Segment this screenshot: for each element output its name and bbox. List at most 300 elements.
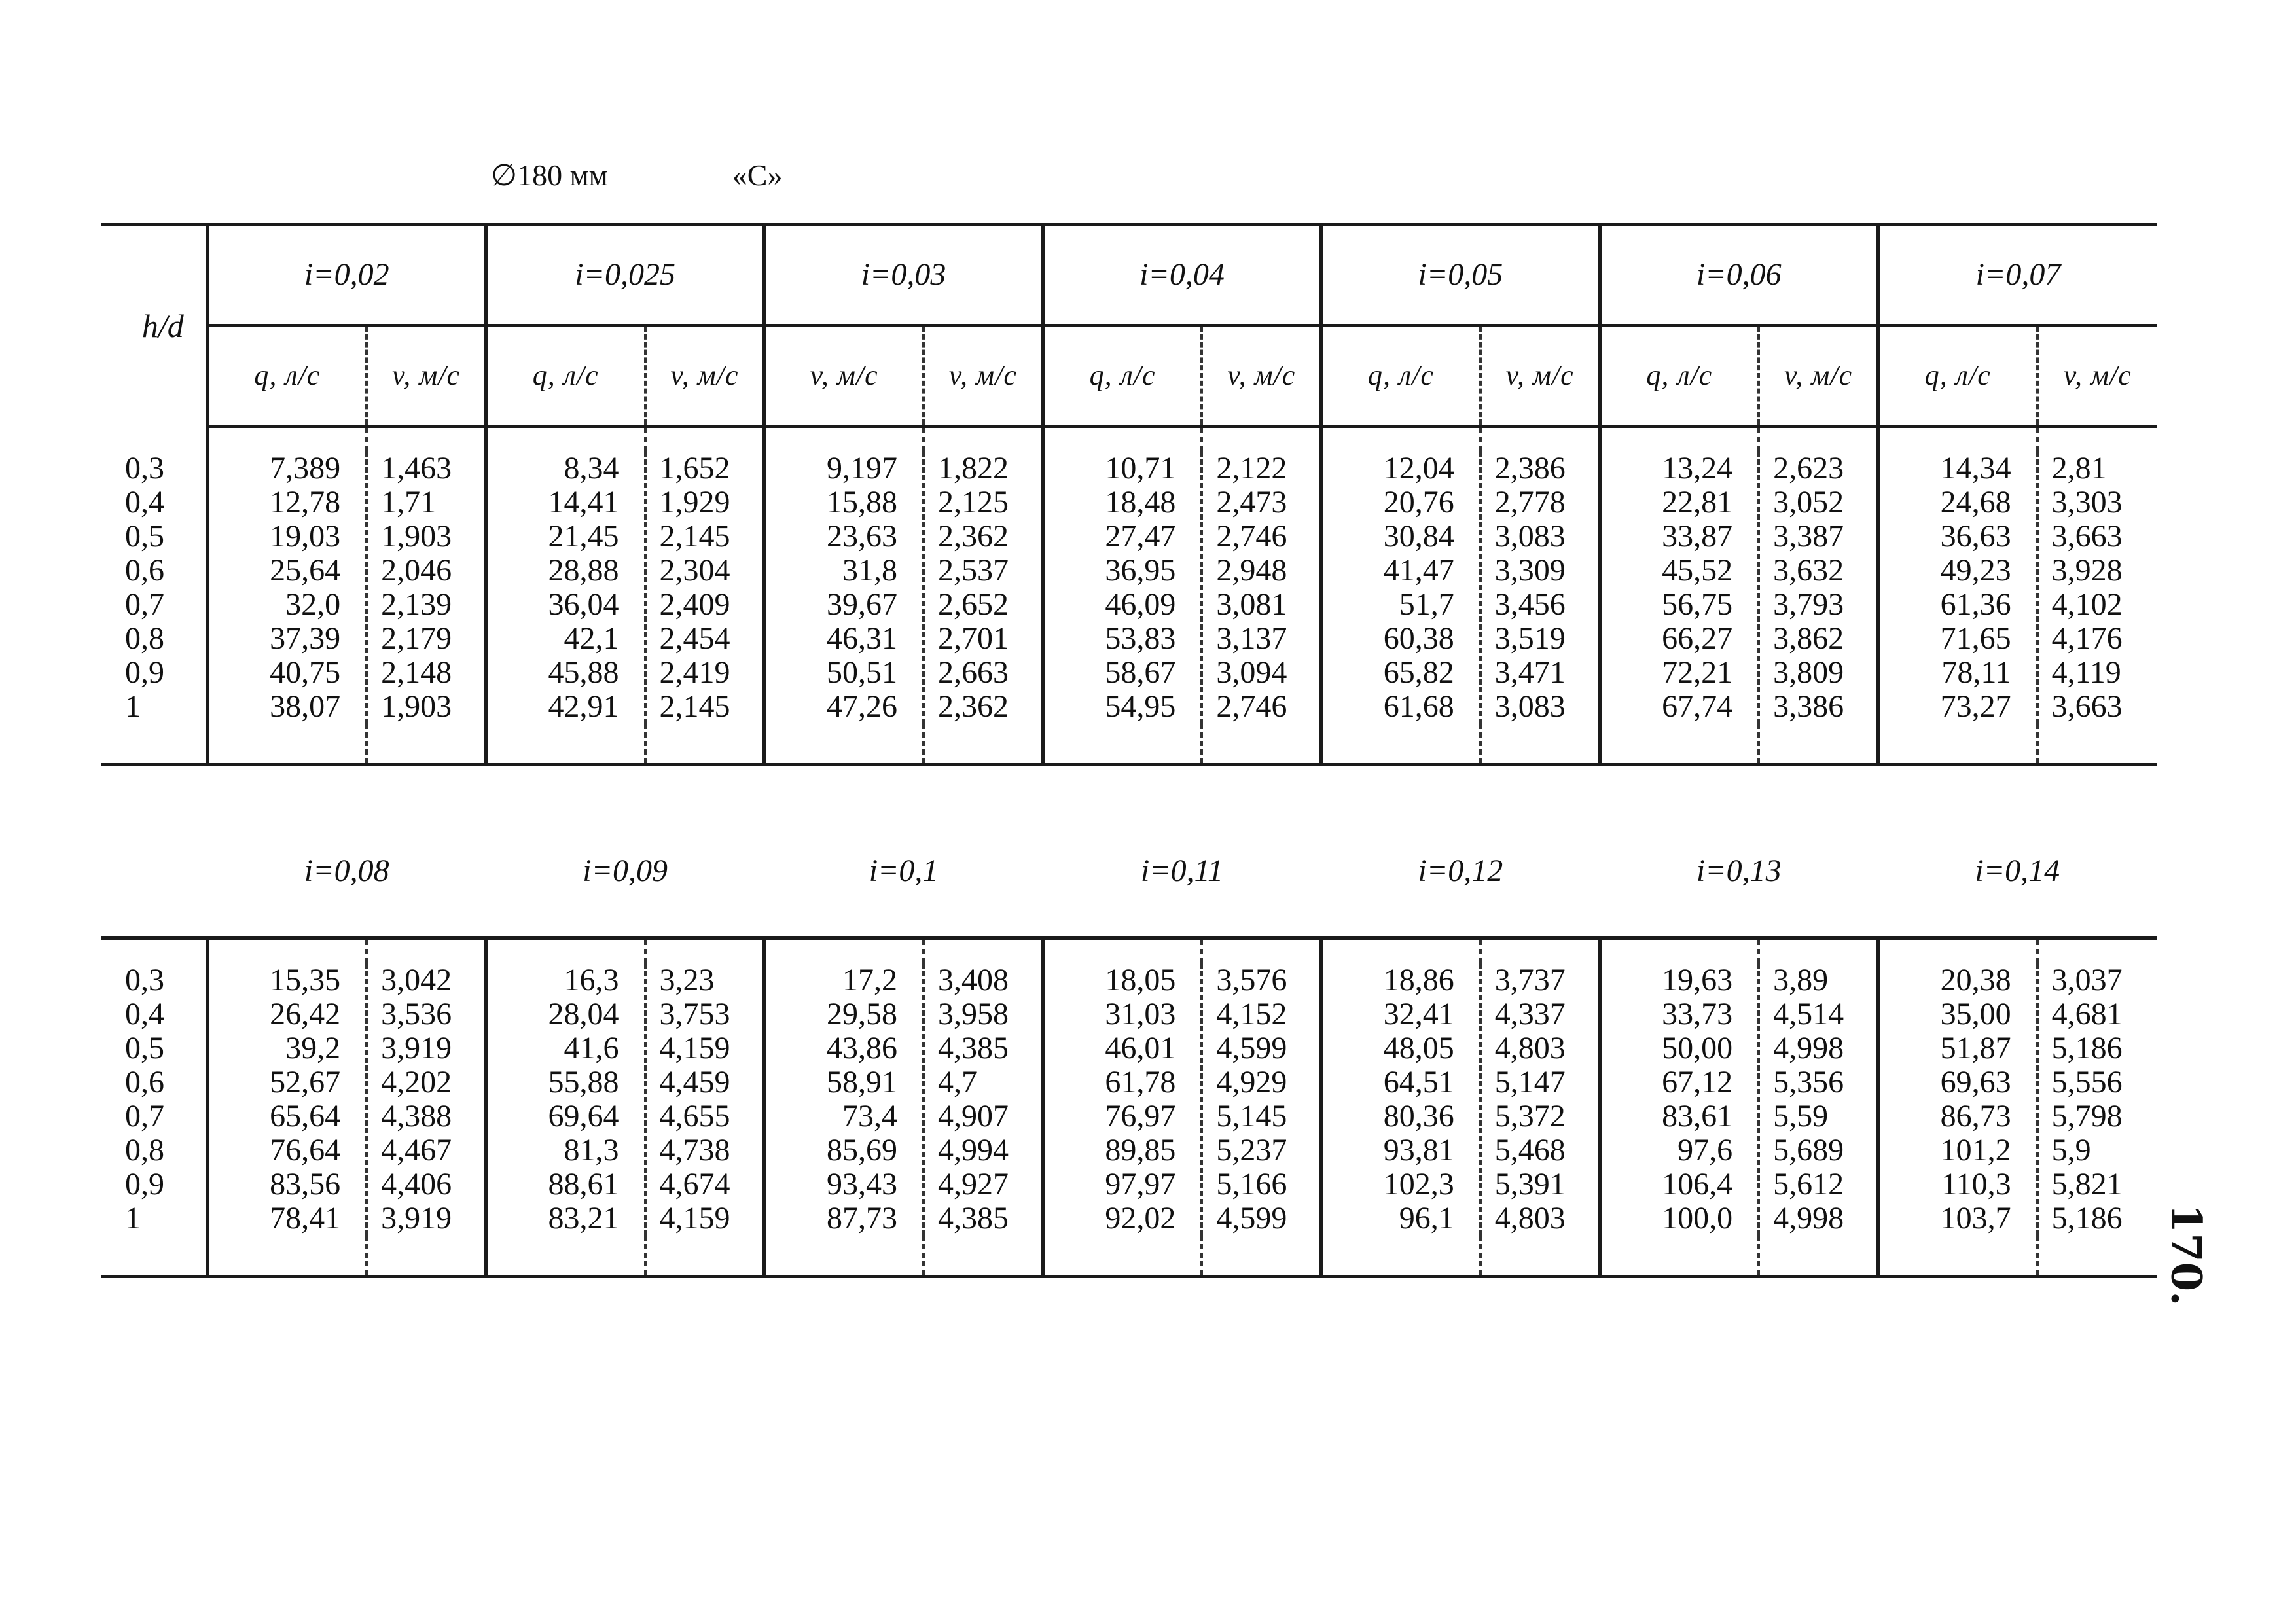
q-value: 89,85 xyxy=(1105,1133,1176,1168)
q-value: 46,31 xyxy=(826,621,897,656)
v-value: 4,159 xyxy=(659,1031,730,1065)
q-header: v, м/с xyxy=(764,325,924,427)
slope-header: i=0,1 xyxy=(764,806,1043,938)
q-value: 65,82 xyxy=(1383,655,1454,690)
v-value: 3,303 xyxy=(2051,485,2123,520)
v-value: 3,536 xyxy=(381,997,452,1031)
v-value: 1,822 xyxy=(937,451,1009,486)
q-value: 54,95 xyxy=(1105,689,1176,724)
slope-header: i=0,14 xyxy=(1878,806,2157,938)
v-value: 1,463 xyxy=(381,451,452,486)
v-value: 2,409 xyxy=(659,587,730,622)
q-column xyxy=(486,963,645,1236)
v-value: 4,176 xyxy=(2051,621,2123,656)
q-value: 48,05 xyxy=(1383,1031,1454,1065)
v-value: 4,514 xyxy=(1773,997,1844,1031)
v-value: 3,519 xyxy=(1494,621,1566,656)
q-value: 51,7 xyxy=(1399,587,1454,622)
hd-value: 0,6 xyxy=(125,1065,164,1099)
v-value: 2,419 xyxy=(659,655,730,690)
q-value: 20,38 xyxy=(1940,963,2011,997)
v-value: 5,556 xyxy=(2051,1065,2123,1099)
q-value: 32,41 xyxy=(1383,997,1454,1031)
q-value: 69,64 xyxy=(548,1099,619,1133)
q-value: 97,97 xyxy=(1105,1167,1176,1202)
q-header: q, л/с xyxy=(486,325,645,427)
q-value: 66,27 xyxy=(1662,621,1733,656)
v-column xyxy=(367,452,486,724)
q-value: 41,6 xyxy=(564,1031,619,1065)
slope-header: i=0,12 xyxy=(1321,806,1600,938)
v-value: 4,994 xyxy=(937,1133,1009,1168)
q-value: 36,95 xyxy=(1105,553,1176,588)
v-value: 3,387 xyxy=(1773,519,1844,554)
q-value: 41,47 xyxy=(1383,553,1454,588)
slope-header: i=0,11 xyxy=(1043,806,1321,938)
q-value: 27,47 xyxy=(1105,519,1176,554)
v-value: 5,798 xyxy=(2051,1099,2123,1133)
hd-value: 0,3 xyxy=(125,451,164,486)
v-value: 4,119 xyxy=(2051,655,2121,690)
q-column xyxy=(764,452,924,724)
q-value: 36,63 xyxy=(1940,519,2011,554)
v-value: 1,903 xyxy=(381,689,452,724)
q-column xyxy=(1600,963,1759,1236)
q-value: 50,51 xyxy=(826,655,897,690)
q-value: 40,75 xyxy=(270,655,341,690)
q-value: 18,86 xyxy=(1383,963,1454,997)
q-value: 49,23 xyxy=(1940,553,2011,588)
v-column xyxy=(924,963,1043,1236)
v-value: 3,456 xyxy=(1494,587,1566,622)
q-header: q, л/с xyxy=(1321,325,1480,427)
q-value: 23,63 xyxy=(826,519,897,554)
flow-tables xyxy=(101,223,2157,1278)
q-value: 42,91 xyxy=(548,689,619,724)
v-value: 5,612 xyxy=(1773,1167,1844,1202)
v-column xyxy=(1202,963,1321,1236)
v-value: 3,408 xyxy=(937,963,1009,997)
q-value: 16,3 xyxy=(564,963,619,997)
slope-header: i=0,08 xyxy=(207,806,486,938)
table2-corner xyxy=(101,806,207,938)
pipe-diameter: ∅180 мм xyxy=(491,158,608,192)
q-value: 76,97 xyxy=(1105,1099,1176,1133)
v-value: 3,958 xyxy=(937,997,1009,1031)
v-value: 5,186 xyxy=(2051,1031,2123,1065)
q-value: 88,61 xyxy=(548,1167,619,1202)
v-value: 4,674 xyxy=(659,1167,730,1202)
hd-value: 0,6 xyxy=(125,553,164,588)
v-value: 4,385 xyxy=(937,1201,1009,1236)
hd-value: 0,4 xyxy=(125,997,164,1031)
q-value: 73,27 xyxy=(1940,689,2011,724)
v-value: 3,386 xyxy=(1773,689,1844,724)
v-value: 3,037 xyxy=(2051,963,2123,997)
q-value: 61,78 xyxy=(1105,1065,1176,1099)
q-header: q, л/с xyxy=(207,325,367,427)
v-column xyxy=(2037,452,2157,724)
hd-value: 0,5 xyxy=(125,519,164,554)
v-value: 3,137 xyxy=(1216,621,1287,656)
v-column xyxy=(1202,452,1321,724)
q-value: 25,64 xyxy=(270,553,341,588)
v-value: 3,663 xyxy=(2051,519,2123,554)
q-value: 28,88 xyxy=(548,553,619,588)
v-value: 1,929 xyxy=(659,485,730,520)
q-value: 15,35 xyxy=(270,963,341,997)
q-value: 92,02 xyxy=(1105,1201,1176,1236)
v-value: 5,689 xyxy=(1773,1133,1844,1168)
v-column xyxy=(924,452,1043,724)
q-value: 45,88 xyxy=(548,655,619,690)
v-column xyxy=(1480,452,1600,724)
v-value: 4,388 xyxy=(381,1099,452,1133)
v-value: 2,125 xyxy=(937,485,1009,520)
table-caption xyxy=(491,157,782,192)
q-value: 67,12 xyxy=(1662,1065,1733,1099)
slope-header: i=0,09 xyxy=(486,806,764,938)
v-value: 3,052 xyxy=(1773,485,1844,520)
q-value: 61,36 xyxy=(1940,587,2011,622)
q-value: 13,24 xyxy=(1662,451,1733,486)
hd-column xyxy=(101,452,207,724)
v-value: 4,599 xyxy=(1216,1201,1287,1236)
v-value: 5,9 xyxy=(2051,1133,2091,1168)
q-value: 39,67 xyxy=(826,587,897,622)
hd-value: 0,7 xyxy=(125,587,164,622)
v-value: 3,083 xyxy=(1494,519,1566,554)
end-row xyxy=(101,1236,2157,1277)
v-value: 3,919 xyxy=(381,1031,452,1065)
q-value: 33,73 xyxy=(1662,997,1733,1031)
q-header: q, л/с xyxy=(1878,325,2037,427)
v-value: 2,362 xyxy=(937,689,1009,724)
q-column xyxy=(1321,452,1480,724)
q-value: 22,81 xyxy=(1662,485,1733,520)
v-value: 5,468 xyxy=(1494,1133,1566,1168)
slope-header: i=0,025 xyxy=(486,224,764,326)
flow-table-2 xyxy=(101,806,2157,1278)
q-value: 14,41 xyxy=(548,485,619,520)
v-value: 4,599 xyxy=(1216,1031,1287,1065)
data-row xyxy=(101,963,2157,1236)
v-value: 3,809 xyxy=(1773,655,1844,690)
v-value: 4,102 xyxy=(2051,587,2123,622)
q-value: 73,4 xyxy=(842,1099,897,1133)
v-value: 4,406 xyxy=(381,1167,452,1202)
slope-header: i=0,02 xyxy=(207,224,486,326)
row-header-hd: h/d xyxy=(141,308,184,345)
q-value: 102,3 xyxy=(1383,1167,1454,1202)
hd-value: 1 xyxy=(125,1201,141,1236)
q-value: 71,65 xyxy=(1940,621,2011,656)
q-value: 72,21 xyxy=(1662,655,1733,690)
q-value: 64,51 xyxy=(1383,1065,1454,1099)
q-value: 12,78 xyxy=(270,485,341,520)
hd-value: 0,8 xyxy=(125,1133,164,1168)
v-value: 3,737 xyxy=(1494,963,1566,997)
q-value: 103,7 xyxy=(1940,1201,2011,1236)
hd-column xyxy=(101,963,207,1236)
v-value: 2,473 xyxy=(1216,485,1287,520)
q-value: 20,76 xyxy=(1383,485,1454,520)
v-value: 5,186 xyxy=(2051,1201,2123,1236)
page-number xyxy=(2153,1204,2212,1309)
end-row xyxy=(101,724,2157,765)
q-value: 58,67 xyxy=(1105,655,1176,690)
q-column xyxy=(1321,963,1480,1236)
hd-value: 0,7 xyxy=(125,1099,164,1133)
v-column xyxy=(1759,452,1878,724)
v-value: 3,471 xyxy=(1494,655,1566,690)
q-value: 80,36 xyxy=(1383,1099,1454,1133)
q-value: 60,38 xyxy=(1383,621,1454,656)
q-value: 51,87 xyxy=(1940,1031,2011,1065)
q-value: 86,73 xyxy=(1940,1099,2011,1133)
slope-header: i=0,05 xyxy=(1321,224,1600,326)
v-value: 4,7 xyxy=(937,1065,977,1099)
v-value: 4,337 xyxy=(1494,997,1566,1031)
q-value: 81,3 xyxy=(564,1133,619,1168)
v-value: 1,71 xyxy=(381,485,437,520)
v-value: 5,147 xyxy=(1494,1065,1566,1099)
q-value: 46,01 xyxy=(1105,1031,1176,1065)
v-column xyxy=(2037,963,2157,1236)
q-value: 17,2 xyxy=(842,963,897,997)
q-value: 39,2 xyxy=(285,1031,341,1065)
v-value: 4,385 xyxy=(937,1031,1009,1065)
v-value: 4,655 xyxy=(659,1099,730,1133)
v-value: 3,919 xyxy=(381,1201,452,1236)
v-value: 3,753 xyxy=(659,997,730,1031)
v-value: 4,152 xyxy=(1216,997,1287,1031)
v-value: 2,046 xyxy=(381,553,452,588)
hd-value: 0,5 xyxy=(125,1031,164,1065)
v-value: 4,998 xyxy=(1773,1031,1844,1065)
q-value: 24,68 xyxy=(1940,485,2011,520)
q-value: 38,07 xyxy=(270,689,341,724)
q-value: 76,64 xyxy=(270,1133,341,1168)
v-value: 5,821 xyxy=(2051,1167,2123,1202)
q-value: 15,88 xyxy=(826,485,897,520)
v-value: 4,927 xyxy=(937,1167,1009,1202)
v-value: 4,202 xyxy=(381,1065,452,1099)
q-value: 28,04 xyxy=(548,997,619,1031)
v-value: 3,23 xyxy=(659,963,715,997)
q-header: q, л/с xyxy=(1043,325,1202,427)
q-value: 29,58 xyxy=(826,997,897,1031)
q-value: 9,197 xyxy=(826,451,897,486)
v-header: v, м/с xyxy=(2037,325,2157,427)
q-value: 7,389 xyxy=(270,451,341,486)
q-value: 52,67 xyxy=(270,1065,341,1099)
q-value: 8,34 xyxy=(564,451,619,486)
q-value: 46,09 xyxy=(1105,587,1176,622)
v-value: 2,652 xyxy=(937,587,1009,622)
q-column xyxy=(1600,452,1759,724)
q-value: 97,6 xyxy=(1677,1133,1733,1168)
q-value: 31,8 xyxy=(842,553,897,588)
v-value: 5,145 xyxy=(1216,1099,1287,1133)
q-value: 110,3 xyxy=(1941,1167,2011,1202)
q-value: 78,41 xyxy=(270,1201,341,1236)
v-column xyxy=(367,963,486,1236)
v-header: v, м/с xyxy=(924,325,1043,427)
slope-header: i=0,07 xyxy=(1878,224,2157,326)
hd-value: 0,8 xyxy=(125,621,164,656)
v-value: 3,793 xyxy=(1773,587,1844,622)
q-value: 32,0 xyxy=(285,587,341,622)
v-value: 2,746 xyxy=(1216,689,1287,724)
q-value: 69,63 xyxy=(1940,1065,2011,1099)
q-column xyxy=(1878,963,2037,1236)
v-value: 2,81 xyxy=(2051,451,2107,486)
v-value: 4,907 xyxy=(937,1099,1009,1133)
v-value: 2,746 xyxy=(1216,519,1287,554)
q-value: 18,48 xyxy=(1105,485,1176,520)
q-value: 35,00 xyxy=(1940,997,2011,1031)
q-value: 47,26 xyxy=(826,689,897,724)
q-value: 45,52 xyxy=(1662,553,1733,588)
flow-table-1 xyxy=(101,223,2157,766)
v-value: 4,998 xyxy=(1773,1201,1844,1236)
v-value: 4,459 xyxy=(659,1065,730,1099)
slope-header: i=0,04 xyxy=(1043,224,1321,326)
v-value: 2,948 xyxy=(1216,553,1287,588)
q-column xyxy=(1043,452,1202,724)
q-value: 96,1 xyxy=(1399,1201,1454,1236)
v-header: v, м/с xyxy=(645,325,764,427)
v-value: 4,803 xyxy=(1494,1031,1566,1065)
v-value: 3,862 xyxy=(1773,621,1844,656)
q-value: 10,71 xyxy=(1105,451,1176,486)
v-value: 3,663 xyxy=(2051,689,2123,724)
v-value: 2,386 xyxy=(1494,451,1566,486)
v-value: 2,701 xyxy=(937,621,1009,656)
q-value: 87,73 xyxy=(826,1201,897,1236)
q-value: 78,11 xyxy=(1941,655,2011,690)
q-column xyxy=(1043,963,1202,1236)
v-value: 2,139 xyxy=(381,587,452,622)
q-header: q, л/с xyxy=(1600,325,1759,427)
q-value: 55,88 xyxy=(548,1065,619,1099)
v-value: 4,803 xyxy=(1494,1201,1566,1236)
v-value: 5,237 xyxy=(1216,1133,1287,1168)
v-value: 2,179 xyxy=(381,621,452,656)
hd-value: 0,3 xyxy=(125,963,164,997)
spacer-row xyxy=(101,427,2157,452)
v-value: 3,576 xyxy=(1216,963,1287,997)
q-value: 19,03 xyxy=(270,519,341,554)
v-value: 2,778 xyxy=(1494,485,1566,520)
v-value: 2,145 xyxy=(659,689,730,724)
q-value: 83,21 xyxy=(548,1201,619,1236)
q-value: 18,05 xyxy=(1105,963,1176,997)
v-column xyxy=(645,963,764,1236)
v-column xyxy=(1480,963,1600,1236)
q-value: 67,74 xyxy=(1662,689,1733,724)
q-value: 12,04 xyxy=(1383,451,1454,486)
hd-value: 0,9 xyxy=(125,655,164,690)
q-value: 61,68 xyxy=(1383,689,1454,724)
q-value: 36,04 xyxy=(548,587,619,622)
v-value: 4,159 xyxy=(659,1201,730,1236)
v-value: 1,903 xyxy=(381,519,452,554)
v-column xyxy=(1759,963,1878,1236)
slope-header: i=0,06 xyxy=(1600,224,1878,326)
v-value: 3,928 xyxy=(2051,553,2123,588)
q-value: 37,39 xyxy=(270,621,341,656)
q-column xyxy=(486,452,645,724)
q-column xyxy=(764,963,924,1236)
q-value: 42,1 xyxy=(564,621,619,656)
q-value: 30,84 xyxy=(1383,519,1454,554)
series-label: «С» xyxy=(732,158,783,192)
hd-value: 1 xyxy=(125,689,141,724)
v-value: 5,391 xyxy=(1494,1167,1566,1202)
v-value: 2,362 xyxy=(937,519,1009,554)
q-column xyxy=(207,963,367,1236)
v-value: 3,309 xyxy=(1494,553,1566,588)
q-value: 106,4 xyxy=(1662,1167,1733,1202)
v-value: 5,166 xyxy=(1216,1167,1287,1202)
v-value: 4,929 xyxy=(1216,1065,1287,1099)
v-value: 2,537 xyxy=(937,553,1009,588)
v-value: 4,681 xyxy=(2051,997,2123,1031)
q-value: 21,45 xyxy=(548,519,619,554)
q-value: 100,0 xyxy=(1662,1201,1733,1236)
v-header: v, м/с xyxy=(1202,325,1321,427)
v-value: 3,89 xyxy=(1773,963,1829,997)
v-value: 3,081 xyxy=(1216,587,1287,622)
q-value: 43,86 xyxy=(826,1031,897,1065)
v-value: 3,632 xyxy=(1773,553,1844,588)
q-value: 93,81 xyxy=(1383,1133,1454,1168)
v-value: 5,59 xyxy=(1773,1099,1829,1133)
v-value: 3,094 xyxy=(1216,655,1287,690)
q-value: 58,91 xyxy=(826,1065,897,1099)
q-value: 53,83 xyxy=(1105,621,1176,656)
v-value: 2,145 xyxy=(659,519,730,554)
spacer-row xyxy=(101,938,2157,964)
v-value: 4,467 xyxy=(381,1133,452,1168)
q-value: 101,2 xyxy=(1940,1133,2011,1168)
v-value: 2,304 xyxy=(659,553,730,588)
v-header: v, м/с xyxy=(1759,325,1878,427)
q-value: 83,56 xyxy=(270,1167,341,1202)
v-value: 3,083 xyxy=(1494,689,1566,724)
v-value: 3,042 xyxy=(381,963,452,997)
v-header: v, м/с xyxy=(1480,325,1600,427)
q-value: 65,64 xyxy=(270,1099,341,1133)
q-value: 33,87 xyxy=(1662,519,1733,554)
v-value: 5,372 xyxy=(1494,1099,1566,1133)
data-row xyxy=(101,452,2157,724)
v-value: 2,454 xyxy=(659,621,730,656)
q-value: 56,75 xyxy=(1662,587,1733,622)
hd-value: 0,4 xyxy=(125,485,164,520)
slope-header: i=0,13 xyxy=(1600,806,1878,938)
q-value: 26,42 xyxy=(270,997,341,1031)
v-value: 2,663 xyxy=(937,655,1009,690)
q-value: 85,69 xyxy=(826,1133,897,1168)
v-value: 5,356 xyxy=(1773,1065,1844,1099)
q-column xyxy=(207,452,367,724)
q-column xyxy=(1878,452,2037,724)
v-value: 2,122 xyxy=(1216,451,1287,486)
q-value: 19,63 xyxy=(1662,963,1733,997)
